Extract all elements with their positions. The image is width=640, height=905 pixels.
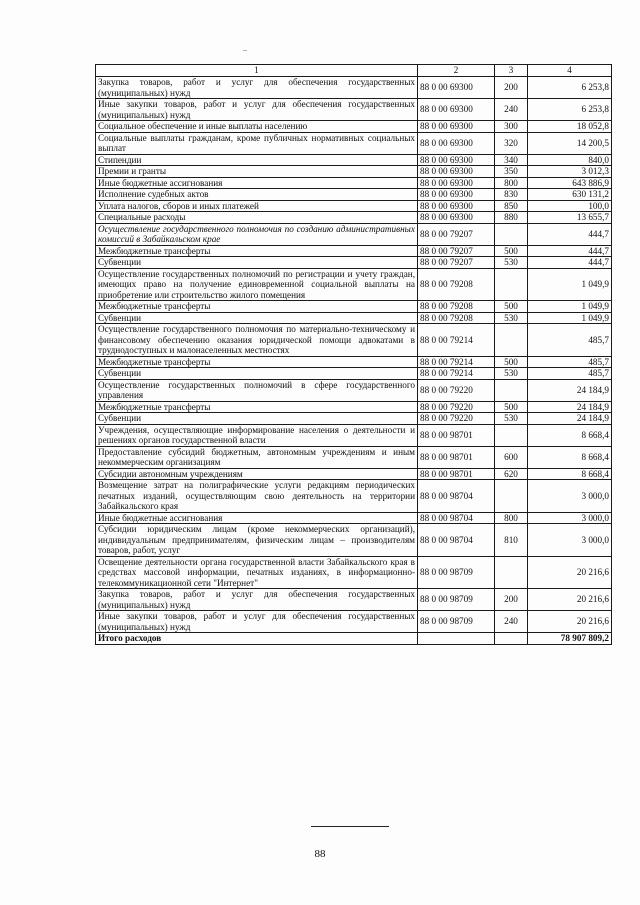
row-amount-cell: 444,7 xyxy=(528,223,612,245)
table-row xyxy=(96,589,612,611)
table-row xyxy=(96,189,612,201)
table-row xyxy=(96,301,612,313)
row-name-cell: Межбюджетные трансферты xyxy=(96,401,418,413)
row-expense-type-cell: 600 xyxy=(495,446,528,468)
row-expense-type-cell: 530 xyxy=(495,312,528,324)
row-code-cell: 88 0 00 79207 xyxy=(418,257,495,269)
row-name-cell: Иные бюджетные ассигнования xyxy=(96,177,418,189)
row-name-cell: Осуществление государственных полномочий в сфере государственного управления xyxy=(96,379,418,401)
table-row xyxy=(96,424,612,446)
row-code-cell: 88 0 00 79220 xyxy=(418,401,495,413)
row-code-cell: 88 0 00 98709 xyxy=(418,611,495,633)
row-code-cell: 88 0 00 98709 xyxy=(418,589,495,611)
row-expense-type-cell xyxy=(495,268,528,301)
row-name-cell: Осуществление государственных полномочий по регистрации и учету граждан, имеющих право на получение единовременной социальной выплаты на приобретение или строительство жилого помещения xyxy=(96,268,418,301)
row-name-cell: Субвенции xyxy=(96,368,418,380)
table-row xyxy=(96,524,612,557)
row-amount-cell: 3 012,3 xyxy=(528,166,612,178)
row-expense-type-cell: 530 xyxy=(495,368,528,380)
table-row xyxy=(96,368,612,380)
row-expense-type-cell: 530 xyxy=(495,257,528,269)
total-empty-cell xyxy=(418,633,495,645)
row-amount-cell: 3 000,0 xyxy=(528,524,612,557)
row-expense-type-cell: 300 xyxy=(495,121,528,133)
budget-table xyxy=(95,64,612,645)
table-row xyxy=(96,154,612,166)
row-name-cell: Закупка товаров, работ и услуг для обеспечения государственных (муниципальных) нужд xyxy=(96,77,418,99)
table-row xyxy=(96,512,612,524)
table-row xyxy=(96,401,612,413)
row-expense-type-cell: 350 xyxy=(495,166,528,178)
table-row xyxy=(96,121,612,133)
page-number: 88 xyxy=(314,848,326,860)
table-row xyxy=(96,200,612,212)
row-name-cell: Осуществление государственного полномочия по созданию административных комиссий в Забайкальском крае xyxy=(96,223,418,245)
row-amount-cell: 485,7 xyxy=(528,324,612,357)
row-name-cell: Учреждения, осуществляющие информирование населения о деятельности и решениях органов государственной власти xyxy=(96,424,418,446)
table-row xyxy=(96,379,612,401)
row-code-cell: 88 0 00 69300 xyxy=(418,177,495,189)
row-name-cell: Иные бюджетные ассигнования xyxy=(96,512,418,524)
row-expense-type-cell xyxy=(495,480,528,513)
table-row xyxy=(96,132,612,154)
row-expense-type-cell: 200 xyxy=(495,589,528,611)
column-header: 3 xyxy=(495,65,528,77)
table-row xyxy=(96,312,612,324)
row-code-cell: 88 0 00 79208 xyxy=(418,301,495,313)
table-row xyxy=(96,77,612,99)
row-code-cell: 88 0 00 98701 xyxy=(418,446,495,468)
column-header: 2 xyxy=(418,65,495,77)
row-name-cell: Возмещение затрат на полиграфические услуги редакциям периодических печатных изданий, осуществляющим свою деятельность на территории Забайкальского края xyxy=(96,480,418,513)
row-name-cell: Субвенции xyxy=(96,312,418,324)
row-code-cell: 88 0 00 98704 xyxy=(418,480,495,513)
row-name-cell: Социальное обеспечение и иные выплаты населению xyxy=(96,121,418,133)
footer-divider xyxy=(311,826,389,827)
row-code-cell: 88 0 00 69300 xyxy=(418,99,495,121)
row-name-cell: Исполнение судебных актов xyxy=(96,189,418,201)
row-amount-cell: 630 131,2 xyxy=(528,189,612,201)
row-amount-cell: 8 668,4 xyxy=(528,446,612,468)
row-name-cell: Осуществление государственного полномочия по материально-техническому и финансовому обеспечению оказания юридической помощи адвокатами в труднодоступных и малонаселенных местностях xyxy=(96,324,418,357)
row-amount-cell: 444,7 xyxy=(528,245,612,257)
row-amount-cell: 24 184,9 xyxy=(528,413,612,425)
row-code-cell: 88 0 00 98704 xyxy=(418,524,495,557)
row-amount-cell: 643 886,9 xyxy=(528,177,612,189)
row-amount-cell: 485,7 xyxy=(528,368,612,380)
row-code-cell: 88 0 00 98704 xyxy=(418,512,495,524)
table-row xyxy=(96,212,612,224)
row-expense-type-cell: 500 xyxy=(495,245,528,257)
row-amount-cell: 3 000,0 xyxy=(528,480,612,513)
row-code-cell: 88 0 00 69300 xyxy=(418,200,495,212)
total-empty-cell xyxy=(495,633,528,645)
row-expense-type-cell: 500 xyxy=(495,301,528,313)
table-row xyxy=(96,446,612,468)
table-row xyxy=(96,356,612,368)
row-expense-type-cell: 320 xyxy=(495,132,528,154)
table-row xyxy=(96,166,612,178)
row-name-cell: Предоставление субсидий бюджетным, автономным учреждениям и иным некоммерческим организациям xyxy=(96,446,418,468)
row-name-cell: Специальные расходы xyxy=(96,212,418,224)
table-row xyxy=(96,480,612,513)
row-expense-type-cell xyxy=(495,379,528,401)
row-name-cell: Субсидии юридическим лицам (кроме некоммерческих организаций), индивидуальным предпринимателям, физическим лицам – производителям товаров, работ, услуг xyxy=(96,524,418,557)
row-code-cell: 88 0 00 69300 xyxy=(418,77,495,99)
row-name-cell: Субвенции xyxy=(96,413,418,425)
row-code-cell: 88 0 00 79207 xyxy=(418,223,495,245)
row-amount-cell: 1 049,9 xyxy=(528,312,612,324)
table-row xyxy=(96,611,612,633)
row-name-cell: Иные закупки товаров, работ и услуг для обеспечения государственных (муниципальных) нужд xyxy=(96,611,418,633)
row-amount-cell: 3 000,0 xyxy=(528,512,612,524)
row-amount-cell: 20 216,6 xyxy=(528,589,612,611)
row-expense-type-cell: 800 xyxy=(495,512,528,524)
row-amount-cell: 840,0 xyxy=(528,154,612,166)
row-expense-type-cell: 200 xyxy=(495,77,528,99)
row-amount-cell: 1 049,9 xyxy=(528,268,612,301)
table-row xyxy=(96,245,612,257)
column-header: 1 xyxy=(96,65,418,77)
row-expense-type-cell xyxy=(495,424,528,446)
row-name-cell: Субвенции xyxy=(96,257,418,269)
total-row xyxy=(96,633,612,645)
row-amount-cell: 20 216,6 xyxy=(528,611,612,633)
scan-mark: .. xyxy=(243,44,247,53)
table-row xyxy=(96,324,612,357)
row-expense-type-cell: 830 xyxy=(495,189,528,201)
row-expense-type-cell: 530 xyxy=(495,413,528,425)
row-expense-type-cell xyxy=(495,324,528,357)
row-amount-cell: 485,7 xyxy=(528,356,612,368)
row-amount-cell: 6 253,8 xyxy=(528,77,612,99)
row-code-cell: 88 0 00 69300 xyxy=(418,189,495,201)
row-code-cell: 88 0 00 79207 xyxy=(418,245,495,257)
row-code-cell: 88 0 00 79214 xyxy=(418,368,495,380)
table-row xyxy=(96,413,612,425)
row-name-cell: Закупка товаров, работ и услуг для обеспечения государственных (муниципальных) нужд xyxy=(96,589,418,611)
row-expense-type-cell xyxy=(495,556,528,589)
row-code-cell: 88 0 00 79214 xyxy=(418,324,495,357)
row-expense-type-cell: 340 xyxy=(495,154,528,166)
row-amount-cell: 8 668,4 xyxy=(528,424,612,446)
row-amount-cell: 444,7 xyxy=(528,257,612,269)
row-expense-type-cell: 620 xyxy=(495,468,528,480)
row-amount-cell: 24 184,9 xyxy=(528,401,612,413)
row-expense-type-cell: 500 xyxy=(495,401,528,413)
row-code-cell: 88 0 00 98701 xyxy=(418,468,495,480)
row-code-cell: 88 0 00 69300 xyxy=(418,166,495,178)
total-label: Итого расходов xyxy=(96,633,418,645)
table-row xyxy=(96,556,612,589)
row-amount-cell: 8 668,4 xyxy=(528,468,612,480)
column-header: 4 xyxy=(528,65,612,77)
row-name-cell: Освещение деятельности органа государственной власти Забайкальского края в средствах массовой информации, печатных изданиях, в информационно-телекоммуникационной сети "Интернет" xyxy=(96,556,418,589)
row-amount-cell: 20 216,6 xyxy=(528,556,612,589)
row-code-cell: 88 0 00 79208 xyxy=(418,268,495,301)
row-name-cell: Субсидии автономным учреждениям xyxy=(96,468,418,480)
row-code-cell: 88 0 00 98701 xyxy=(418,424,495,446)
row-code-cell: 88 0 00 79214 xyxy=(418,356,495,368)
row-amount-cell: 1 049,9 xyxy=(528,301,612,313)
row-amount-cell: 6 253,8 xyxy=(528,99,612,121)
row-name-cell: Социальные выплаты гражданам, кроме публичных нормативных социальных выплат xyxy=(96,132,418,154)
row-name-cell: Иные закупки товаров, работ и услуг для обеспечения государственных (муниципальных) нужд xyxy=(96,99,418,121)
row-name-cell: Премии и гранты xyxy=(96,166,418,178)
row-expense-type-cell: 880 xyxy=(495,212,528,224)
row-name-cell: Стипендии xyxy=(96,154,418,166)
table-row xyxy=(96,268,612,301)
table-row xyxy=(96,223,612,245)
row-code-cell: 88 0 00 79208 xyxy=(418,312,495,324)
row-name-cell: Межбюджетные трансферты xyxy=(96,301,418,313)
row-name-cell: Межбюджетные трансферты xyxy=(96,245,418,257)
table-row xyxy=(96,99,612,121)
row-code-cell: 88 0 00 69300 xyxy=(418,212,495,224)
row-expense-type-cell: 850 xyxy=(495,200,528,212)
row-amount-cell: 24 184,9 xyxy=(528,379,612,401)
row-expense-type-cell: 240 xyxy=(495,99,528,121)
row-amount-cell: 14 200,5 xyxy=(528,132,612,154)
row-code-cell: 88 0 00 79220 xyxy=(418,413,495,425)
table-row xyxy=(96,257,612,269)
total-amount: 78 907 809,2 xyxy=(528,633,612,645)
row-expense-type-cell: 240 xyxy=(495,611,528,633)
row-code-cell: 88 0 00 98709 xyxy=(418,556,495,589)
row-code-cell: 88 0 00 69300 xyxy=(418,132,495,154)
row-expense-type-cell: 810 xyxy=(495,524,528,557)
row-amount-cell: 13 655,7 xyxy=(528,212,612,224)
row-amount-cell: 100,0 xyxy=(528,200,612,212)
row-code-cell: 88 0 00 69300 xyxy=(418,154,495,166)
table-row xyxy=(96,177,612,189)
row-expense-type-cell: 500 xyxy=(495,356,528,368)
row-name-cell: Уплата налогов, сборов и иных платежей xyxy=(96,200,418,212)
row-code-cell: 88 0 00 69300 xyxy=(418,121,495,133)
table-row xyxy=(96,468,612,480)
table-header-row xyxy=(96,65,612,77)
row-name-cell: Межбюджетные трансферты xyxy=(96,356,418,368)
row-code-cell: 88 0 00 79220 xyxy=(418,379,495,401)
row-amount-cell: 18 052,8 xyxy=(528,121,612,133)
row-expense-type-cell xyxy=(495,223,528,245)
row-expense-type-cell: 800 xyxy=(495,177,528,189)
